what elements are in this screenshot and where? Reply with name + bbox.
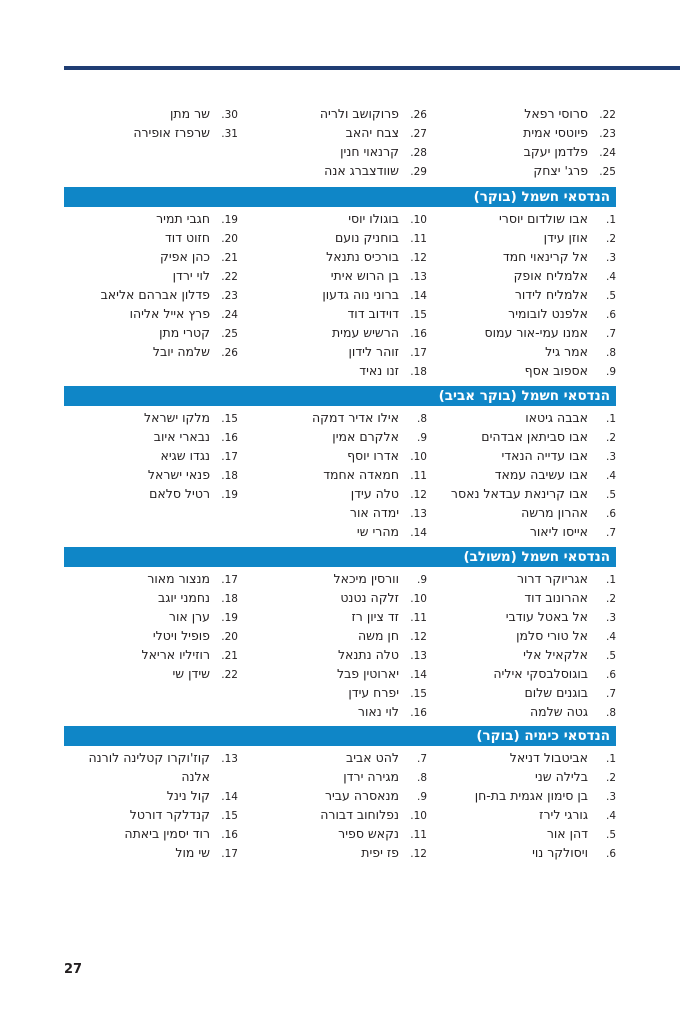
section-title: הנדסאי כימיה (בוקר) bbox=[64, 726, 616, 746]
list-item: 12.פז יפית bbox=[361, 845, 427, 860]
column-1 bbox=[436, 748, 616, 862]
list-item: 19.ערן אור bbox=[168, 609, 238, 624]
column-3 bbox=[54, 569, 238, 683]
list-item: 18.זנו נאיד bbox=[359, 363, 427, 378]
list-item: 9.מנאסרה עביר bbox=[324, 788, 427, 803]
column-1 bbox=[436, 209, 616, 380]
list-item: 11.נקאש ספיר bbox=[338, 826, 427, 841]
list-item: 17.מנצור מאור bbox=[147, 571, 238, 586]
section-title: הנדסאי חשמל (משולב) bbox=[64, 547, 616, 567]
column-1 bbox=[436, 569, 616, 721]
list-item: 8.אמר גיל bbox=[545, 344, 616, 359]
list-item: 13.ימדה אור bbox=[349, 505, 427, 520]
list-item: 7.אייסו ליאור bbox=[529, 524, 616, 539]
list-item: 21.כהן אפיק bbox=[160, 249, 238, 264]
list-item: 5.אלקאיל אלי bbox=[523, 647, 616, 662]
list-item: 16.נבארי איוב bbox=[153, 429, 238, 444]
list-item: 22.סרוסי רפאל bbox=[524, 106, 616, 121]
list-item: 2.בלילה שני bbox=[534, 769, 616, 784]
list-item: 20.פופיל ויטלי bbox=[152, 628, 238, 643]
list-item: 23.פדלון אברהם אליאב bbox=[100, 287, 238, 302]
list-item: 9.וורסין מיכאל bbox=[333, 571, 427, 586]
list-item: 10.זלקה נטנט bbox=[340, 590, 427, 605]
list-item: 14.קול נינל bbox=[166, 788, 238, 803]
list-item: 2.אהרונוב דוד bbox=[524, 590, 616, 605]
list-item: אלנה bbox=[181, 769, 210, 784]
column-2 bbox=[247, 408, 427, 541]
list-item: 19.חגבי תמיר bbox=[156, 211, 238, 226]
list-item: 17.זוהר לידון bbox=[348, 344, 427, 359]
column-3 bbox=[54, 104, 238, 142]
column-3 bbox=[54, 748, 238, 862]
list-item: 15.יפרח עידן bbox=[348, 685, 427, 700]
list-item: 3.אבו עדייה הנאדי bbox=[501, 448, 616, 463]
list-item: 26.פרוקושב ולריה bbox=[319, 106, 427, 121]
list-item: 10.אדרו יוסף bbox=[347, 448, 427, 463]
list-item: 1.אבו שולדום יוסרי bbox=[499, 211, 616, 226]
list-item: 8.אילו אדיר דמקה bbox=[312, 410, 427, 425]
list-item: 27.צבח יהאב bbox=[345, 125, 427, 140]
list-item: 2.אוזן עידן bbox=[543, 230, 616, 245]
list-item: 16.לוי נאור bbox=[357, 704, 427, 719]
column-2 bbox=[247, 104, 427, 180]
list-item: 11.זד ציון רז bbox=[351, 609, 427, 624]
list-item: 3.אל קרינאוי חמד bbox=[502, 249, 616, 264]
list-item: 21.רוזיליו אריאל bbox=[141, 647, 238, 662]
list-item: 30.שר מתן bbox=[170, 106, 238, 121]
list-item: 6.אהרון מרשה bbox=[521, 505, 616, 520]
list-item: 9.אלקרם אמין bbox=[332, 429, 427, 444]
column-2 bbox=[247, 748, 427, 862]
list-item: 3.אל באטל עודבי bbox=[505, 609, 616, 624]
list-item: 6.בוגוסלבסקי איליה bbox=[493, 666, 616, 681]
list-item: 23.פיוטסי אמית bbox=[523, 125, 616, 140]
section-title: הנדסאי חשמל (בוקר) bbox=[64, 187, 616, 207]
list-item: 5.אבו קרינאת עבדאל נאסר bbox=[450, 486, 616, 501]
list-item: 29.שוודצברג אנה bbox=[324, 163, 427, 178]
list-item: 15.דוידוב דוד bbox=[347, 306, 427, 321]
list-item: 10.בוגולו יוסי bbox=[348, 211, 427, 226]
list-item: 11.חמאדה אחמד bbox=[323, 467, 427, 482]
list-item: 6.ויסולקר נוי bbox=[532, 845, 616, 860]
list-item: 26.שלמה יובל bbox=[152, 344, 238, 359]
list-item: 4.אל טורי סלמן bbox=[516, 628, 616, 643]
list-item: 20.חזוט דוד bbox=[164, 230, 238, 245]
list-item: 15.מלקו ישראל bbox=[143, 410, 238, 425]
list-item: 16.רוד יסמין ביאתה bbox=[124, 826, 238, 841]
list-item: 7.בוגנים שלום bbox=[524, 685, 616, 700]
list-item: 5.אלמליח לידור bbox=[514, 287, 616, 302]
list-item: 18.נחמני יוגב bbox=[157, 590, 238, 605]
list-item: 17.נגדו שגיא bbox=[160, 448, 238, 463]
list-item: 28.קרנאוי חנין bbox=[340, 144, 427, 159]
list-item: 18.פנאי ישראל bbox=[147, 467, 238, 482]
list-item: 22.שידן שי bbox=[172, 666, 238, 681]
list-item: 9.אספוב אסף bbox=[524, 363, 616, 378]
list-item: 7.אמנו עמי-אור עמוס bbox=[484, 325, 616, 340]
list-item: 14.ברוני נוה גדעון bbox=[322, 287, 427, 302]
list-item: 13.טלה נתנאל bbox=[337, 647, 427, 662]
list-item: 24.פלדמן יעקב bbox=[523, 144, 616, 159]
column-3 bbox=[54, 209, 238, 361]
list-item: 8.גטה שלמה bbox=[529, 704, 616, 719]
list-item: 17.שי מול bbox=[175, 845, 238, 860]
list-item: 25.קטרי מתן bbox=[159, 325, 238, 340]
list-item: 7.להט אביב bbox=[346, 750, 427, 765]
list-item: 8.מגירה ירדן bbox=[343, 769, 427, 784]
list-item: 10.נפלוחוב דבורה bbox=[320, 807, 427, 822]
column-3 bbox=[54, 408, 238, 503]
list-item: 12.חן משה bbox=[357, 628, 427, 643]
list-item: 3.בן סימון אגמית בת-חן bbox=[474, 788, 616, 803]
list-item: 4.גורגי לירז bbox=[539, 807, 616, 822]
list-item: 11.בוחניק נועם bbox=[335, 230, 427, 245]
section-title: הנדסאי חשמל (בוקר אביב) bbox=[64, 386, 616, 406]
list-item: 1.אביטבול דניאל bbox=[509, 750, 616, 765]
list-item: 15.קנדלקר דורטל bbox=[129, 807, 238, 822]
column-1 bbox=[436, 104, 616, 180]
column-1 bbox=[436, 408, 616, 541]
column-2 bbox=[247, 569, 427, 721]
top-rule bbox=[64, 66, 680, 70]
page-number: 27 bbox=[64, 962, 83, 977]
list-item: 2.אבו סביתאן אבדהים bbox=[481, 429, 616, 444]
list-item: 13.בן הרוש איתי bbox=[330, 268, 427, 283]
list-item: 6.אלפנט לובומיר bbox=[508, 306, 616, 321]
list-item: 1.אגריוקר דרור bbox=[516, 571, 616, 586]
list-item: 12.טלה עידן bbox=[350, 486, 427, 501]
list-item: 4.אלמליח אופק bbox=[513, 268, 616, 283]
list-item: 14.יארוטין פבל bbox=[336, 666, 427, 681]
list-item: 25.פרג' יצחק bbox=[533, 163, 616, 178]
column-2 bbox=[247, 209, 427, 380]
list-item: 1.אבבה גיטאו bbox=[525, 410, 616, 425]
list-item: 12.בורכיס נתנאל bbox=[326, 249, 427, 264]
list-item: 13.קוז'וקרו קטלינה לורנה bbox=[88, 750, 238, 765]
list-item: 5.דהן אור bbox=[546, 826, 616, 841]
list-item: 19.רטיל סלאם bbox=[149, 486, 238, 501]
list-item: 22.לוי ירדן bbox=[172, 268, 238, 283]
list-item: 16.הרשיש עמית bbox=[331, 325, 427, 340]
list-item: 24.פרץ אייל אליהו bbox=[129, 306, 238, 321]
list-item: 14.מהרי שי bbox=[356, 524, 427, 539]
list-item: 31.שרפרז אופירה bbox=[133, 125, 238, 140]
list-item: 4.אבו עשיבה עמאד bbox=[494, 467, 616, 482]
